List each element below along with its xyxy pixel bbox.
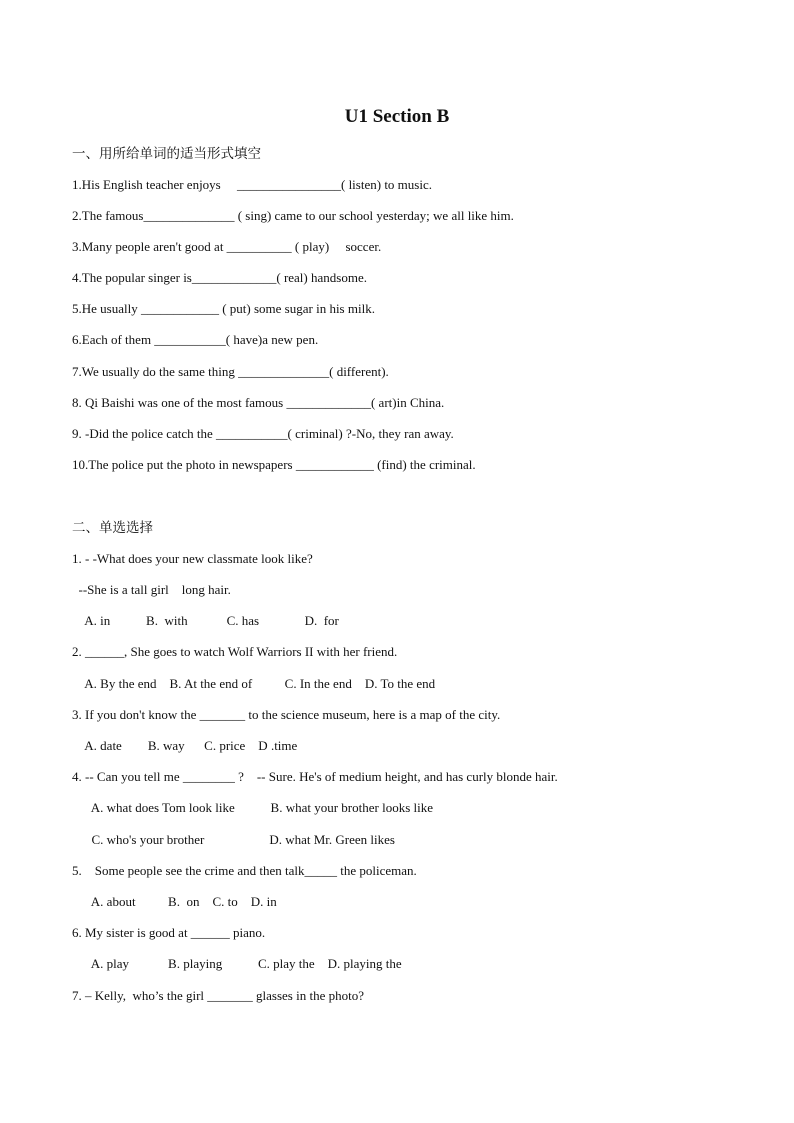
section-heading-fill-in: 一、用所给单词的适当形式填空: [72, 146, 261, 162]
question-line: 5. Some people see the crime and then talk_____ the policeman.: [72, 863, 417, 878]
options-line: A. By the end B. At the end of C. In the end D. To the end: [72, 676, 436, 691]
question-line: 4.The popular singer is_____________( real) handsome.: [72, 270, 367, 285]
options-line: A. play B. playing C. play the D. playing the: [72, 956, 402, 971]
question-line: 5.He usually ____________ ( put) some sugar in his milk.: [72, 301, 375, 316]
question-line: --She is a tall girl long hair.: [72, 582, 231, 597]
question-line: 10.The police put the photo in newspapers ____________ (find) the criminal.: [72, 457, 476, 472]
question-line: 1. - -What does your new classmate look like?: [72, 551, 313, 566]
question-line: 2. ______, She goes to watch Wolf Warriors II with her friend.: [72, 644, 398, 659]
question-line: 7. – Kelly, who’s the girl _______ glasses in the photo?: [72, 988, 364, 1003]
question-line: 9. -Did the police catch the ___________( criminal) ?-No, they ran away.: [72, 426, 454, 441]
section-heading-multiple-choice: 二、单选选择: [72, 520, 153, 536]
question-line: 1.His English teacher enjoys ________________( listen) to music.: [72, 177, 432, 192]
question-line: 3.Many people aren't good at __________ ( play) soccer.: [72, 239, 382, 254]
page-title: U1 Section B: [344, 106, 450, 127]
options-line: A. date B. way C. price D .time: [72, 738, 298, 753]
question-line: 6. My sister is good at ______ piano.: [72, 925, 266, 940]
options-line: A. what does Tom look like B. what your brother looks like: [72, 800, 434, 815]
question-line: 8. Qi Baishi was one of the most famous _____________( art)in China.: [72, 395, 445, 410]
question-line: 4. -- Can you tell me ________ ? -- Sure. He's of medium height, and has curly blonde hair.: [72, 769, 558, 784]
question-line: 3. If you don't know the _______ to the science museum, here is a map of the city.: [72, 707, 501, 722]
options-line: A. about B. on C. to D. in: [72, 894, 277, 909]
question-line: 6.Each of them ___________( have)a new pen.: [72, 332, 319, 347]
question-line: 7.We usually do the same thing ______________( different).: [72, 364, 389, 379]
question-line: 2.The famous______________ ( sing) came to our school yesterday; we all like him.: [72, 208, 514, 223]
options-line: A. in B. with C. has D. for: [72, 613, 339, 628]
options-line: C. who's your brother D. what Mr. Green likes: [72, 832, 395, 847]
